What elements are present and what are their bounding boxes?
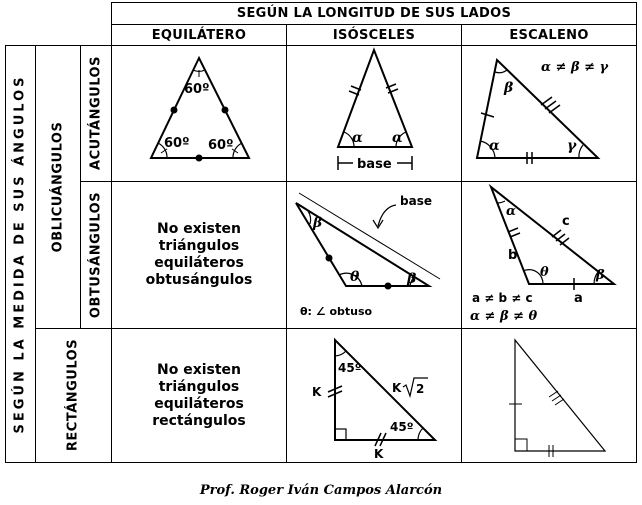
header-isosceles-text: ISÓSCELES [332,27,416,43]
left-angle-label: 60º [164,136,190,151]
left-leg-label: K [312,385,322,399]
header-equilateral-text: EQUILÁTERO [151,27,247,43]
beta-label: β [596,268,605,283]
oblique-row-label: OBLICUÁNGULOS [50,121,66,253]
note-line-2: triángulos [158,238,240,254]
header-main-text: SEGÚN LA LONGITUD DE SUS LADOS [236,6,512,21]
base-label: base [357,157,392,172]
theta-label: θ [350,269,360,285]
sqrt-radicand: 2 [416,382,425,396]
right-alpha-label: α [392,130,403,146]
beta-top-label: β [313,215,323,231]
right-angle-label: 60º [208,138,234,153]
beta-label: β [504,80,514,96]
gamma-label: γ [567,138,577,154]
note-line-3: equiláteros [154,255,244,271]
acute-row-label: ACUTÁNGULOS [88,56,104,170]
bottom-angle-label: 45º [390,420,414,434]
author-signature: Prof. Roger Iván Campos Alarcón [199,483,443,498]
right-angle-mark [515,439,527,451]
alpha-label: α [489,138,500,154]
side-c-label: c [562,214,570,229]
outer-row-label: SEGÚN LA MEDIDA DE SUS ÁNGULOS [12,74,28,434]
obtuse-row-label: OBTUSÁNGULOS [88,191,104,319]
base-pointer-label: base [400,194,432,208]
note-line-3: equiláteros [154,396,244,412]
alpha-label: α [506,204,517,219]
side-b-label: b [508,248,518,263]
angles-relation-label: α ≠ β ≠ γ [541,60,609,75]
top-angle-label: 60º [184,82,210,97]
left-alpha-label: α [352,130,363,146]
note-line-1: No existen [156,362,242,378]
hypotenuse-label: K [392,381,402,395]
header-scalene-text: ESCALENO [509,27,589,43]
note-line-4: obtusángulos [145,272,253,288]
beta-right-label: β [407,271,417,287]
right-row-label: RECTÁNGULOS [65,338,81,452]
angles-relation-label: α ≠ β ≠ θ [470,309,538,324]
obtuse-note: θ: ∠ obtuso [300,305,373,318]
side-a-label: a [574,291,583,306]
note-line-4: rectángulos [152,413,246,429]
top-angle-label: 45º [338,361,362,375]
theta-label: θ [540,265,549,280]
note-line-1: No existen [156,221,242,237]
bottom-leg-label: K [374,447,384,461]
note-line-2: triángulos [158,379,240,395]
sides-relation-label: a ≠ b ≠ c [472,291,533,305]
